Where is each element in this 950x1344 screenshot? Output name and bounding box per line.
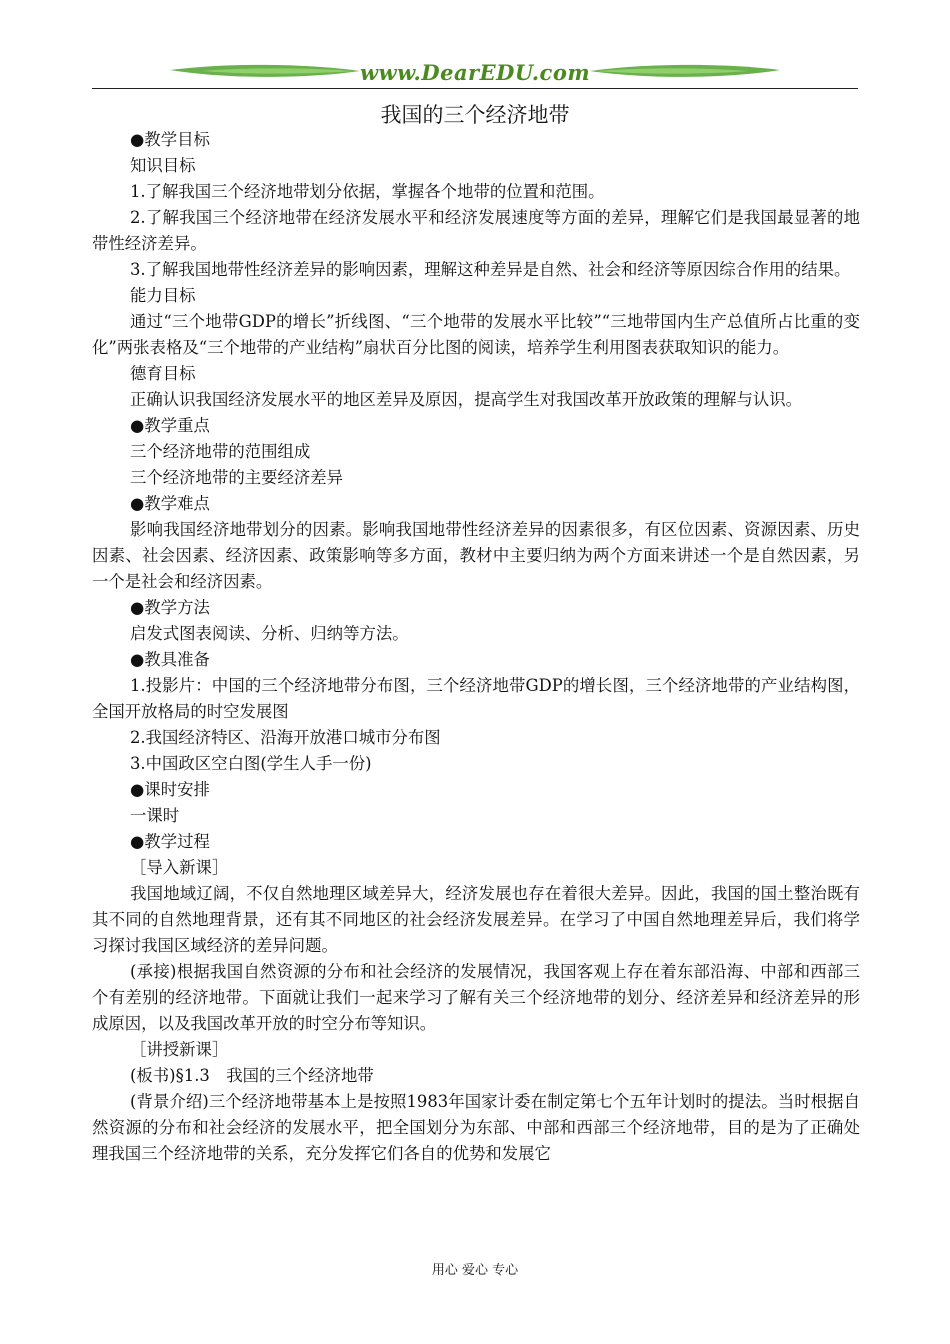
header-rule	[92, 88, 858, 89]
page-footer: 用心 爱心 专心	[431, 1263, 519, 1278]
body-paragraph: 1.了解我国三个经济地带划分依据，掌握各个地带的位置和范围。	[130, 182, 605, 201]
page-title: 我国的三个经济地带	[380, 103, 570, 127]
body-paragraph: 影响我国经济地带划分的因素。影响我国地带性经济差异的因素很多，有区位因素、资源因素、历史因素、社会因素、经济因素、政策影响等多方面，教材中主要归纳为两个方面来讲述一个是自然因素，另一个是社会和经济因素。	[92, 520, 860, 591]
body-paragraph: ●教学方法	[130, 598, 210, 617]
body-paragraph: 2.我国经济特区、沿海开放港口城市分布图	[130, 728, 441, 747]
body-paragraph: 三个经济地带的范围组成	[130, 442, 311, 461]
body-paragraph: 3.中国政区空白图(学生人手一份)	[130, 754, 372, 773]
body-paragraph: 能力目标	[130, 286, 196, 305]
document-body	[92, 127, 860, 1167]
body-paragraph: 1.投影片：中国的三个经济地带分布图，三个经济地带GDP的增长图，三个经济地带的产业结构图，全国开放格局的时空发展图	[92, 676, 860, 721]
body-paragraph: 正确认识我国经济发展水平的地区差异及原因，提高学生对我国改革开放政策的理解与认识。	[130, 390, 803, 409]
body-paragraph: ●教具准备	[130, 650, 210, 669]
body-paragraph: ［讲授新课］	[130, 1040, 229, 1059]
body-paragraph: 2.了解我国三个经济地带在经济发展水平和经济发展速度等方面的差异，理解它们是我国最显著的地带性经济差异。	[92, 208, 860, 253]
body-paragraph: 知识目标	[130, 156, 196, 175]
body-paragraph: ●教学过程	[130, 832, 210, 851]
site-header	[92, 58, 858, 88]
body-paragraph: ●教学难点	[130, 494, 210, 513]
body-paragraph: 3.了解我国地带性经济差异的影响因素，理解这种差异是自然、社会和经济等原因综合作用的结果。	[130, 260, 851, 279]
body-paragraph: 启发式图表阅读、分析、归纳等方法。	[130, 624, 409, 643]
site-logo-text[interactable]: www.DearEDU.com	[359, 60, 591, 85]
body-paragraph: (背景介绍)三个经济地带基本上是按照1983年国家计委在制定第七个五年计划时的提法。当时根据自然资源的分布和社会经济的发展水平，把全国划分为东部、中部和西部三个经济地带，目的是为了正确处理我国三个经济地带的关系，充分发挥它们各自的优势和发展它	[92, 1092, 860, 1163]
body-paragraph: ●教学重点	[130, 416, 210, 435]
body-paragraph: 我国地域辽阔，不仅自然地理区域差异大，经济发展也存在着很大差异。因此，我国的国土整治既有其不同的自然地理背景，还有其不同地区的社会经济发展差异。在学习了中国自然地理差异后，我们将学习探讨我国区域经济的差异问题。	[92, 884, 860, 955]
body-paragraph: 通过“三个地带GDP的增长”折线图、“三个地带的发展水平比较”“三地带国内生产总值所占比重的变化”两张表格及“三个地带的产业结构”扇状百分比图的阅读，培养学生利用图表获取知识的能力。	[92, 312, 860, 357]
body-paragraph: (板书)§1.3 我国的三个经济地带	[130, 1066, 374, 1085]
body-paragraph: ●课时安排	[130, 780, 210, 799]
body-paragraph: 一课时	[130, 806, 180, 825]
body-paragraph: ［导入新课］	[130, 858, 229, 877]
body-paragraph: (承接)根据我国自然资源的分布和社会经济的发展情况，我国客观上存在着东部沿海、中部和西部三个有差别的经济地带。下面就让我们一起来学习了解有关三个经济地带的划分、经济差异和经济差异的形成原因，以及我国改革开放的时空分布等知识。	[92, 962, 860, 1033]
body-paragraph: ●教学目标	[130, 130, 210, 149]
body-paragraph: 三个经济地带的主要经济差异	[130, 468, 344, 487]
body-paragraph: 德育目标	[130, 364, 196, 383]
